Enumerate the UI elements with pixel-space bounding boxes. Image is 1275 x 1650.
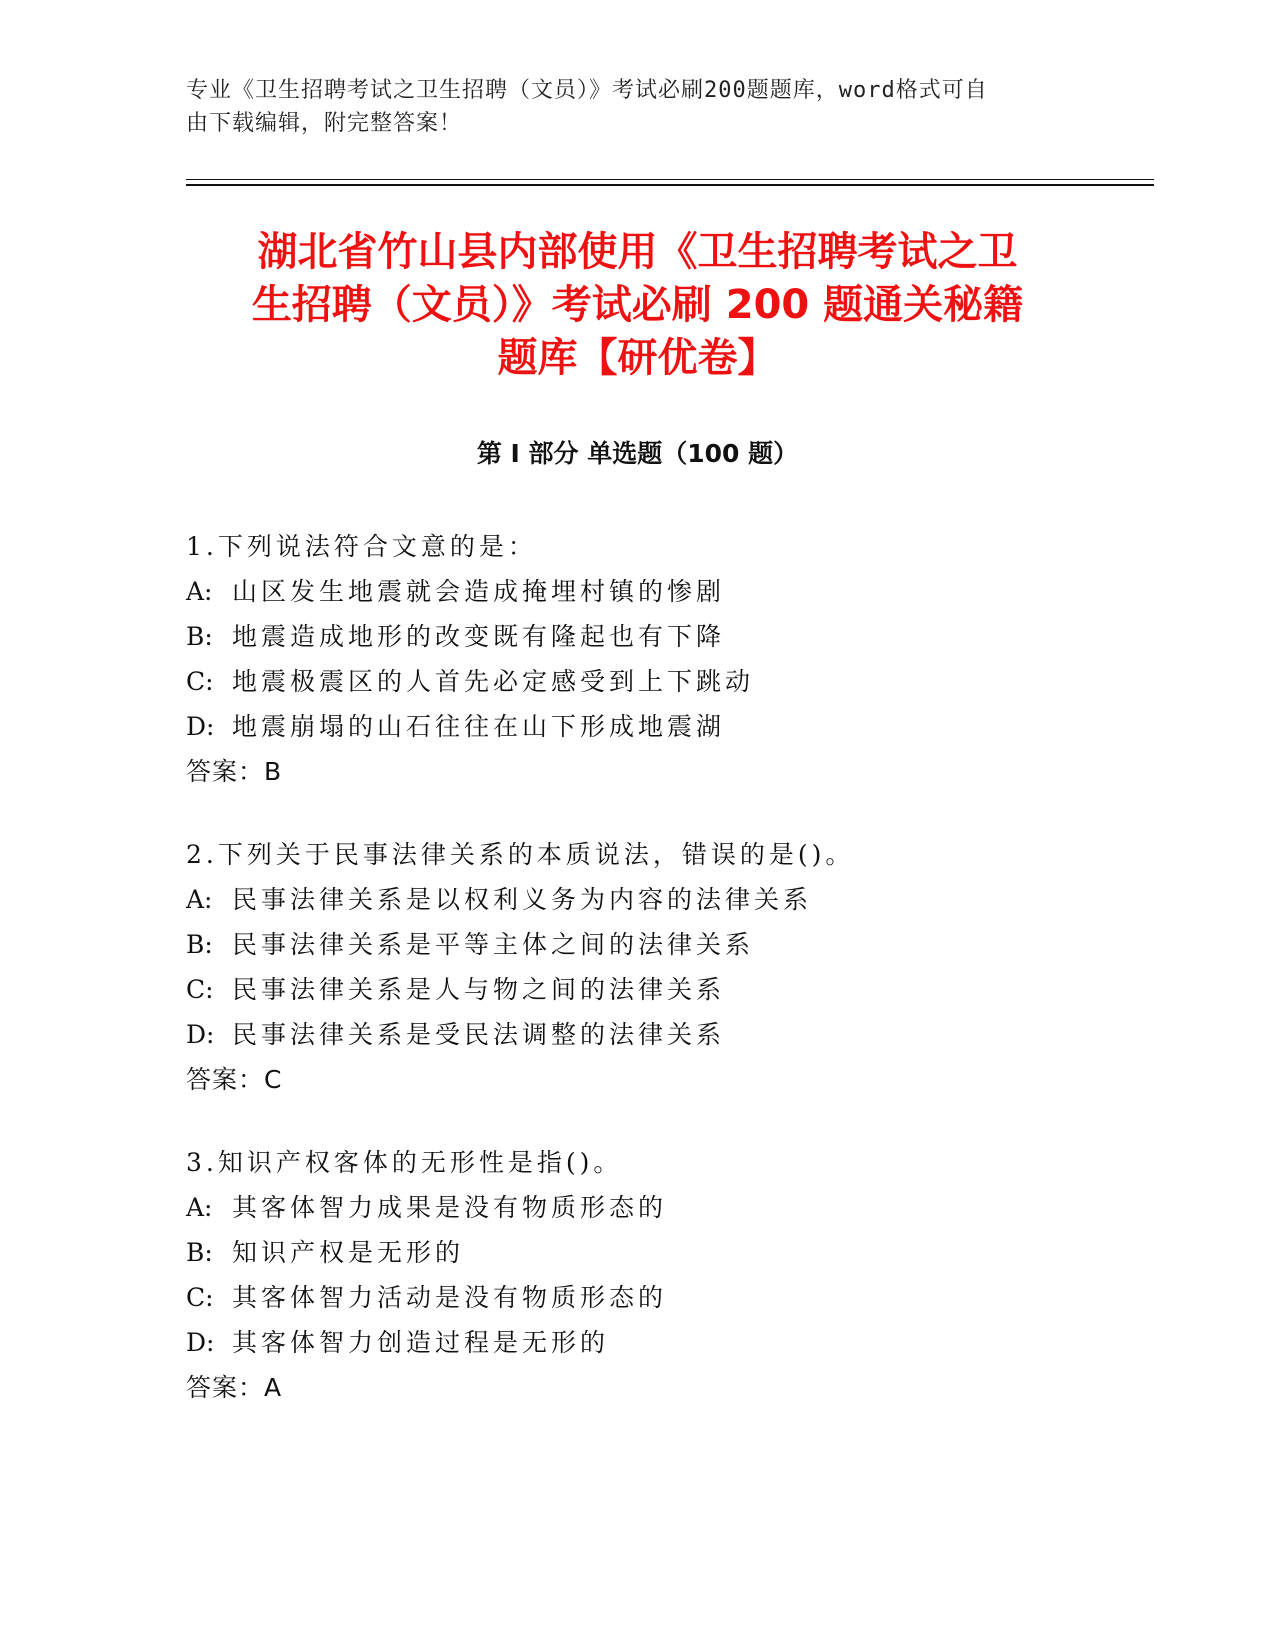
option-letter: A:: [186, 577, 213, 606]
question-1: [186, 524, 1106, 794]
question-stem: 2.下列关于民事法律关系的本质说法，错误的是()。: [186, 840, 855, 869]
option-b: [186, 922, 1106, 967]
option-text: 地震崩塌的山石往往在山下形成地震湖: [232, 712, 726, 741]
option-b: [186, 1230, 1106, 1275]
header-divider-thick: [186, 184, 1154, 186]
option-a: [186, 569, 1106, 614]
document-title: [186, 226, 1089, 385]
option-a: [186, 1185, 1106, 1230]
option-letter: D:: [186, 1328, 215, 1357]
option-d: [186, 1320, 1106, 1365]
question-2: [186, 832, 1106, 1102]
option-text: 其客体智力创造过程是无形的: [232, 1328, 610, 1357]
document-title-line-3: 题库【研优卷】: [497, 335, 778, 381]
option-letter: B:: [186, 930, 213, 959]
option-a: [186, 877, 1106, 922]
option-text: 地震极震区的人首先必定感受到上下跳动: [232, 667, 755, 696]
option-text: 民事法律关系是以权利义务为内容的法律关系: [232, 885, 813, 914]
header-note: [186, 74, 1066, 140]
option-letter: D:: [186, 1020, 215, 1049]
option-text: 其客体智力成果是没有物质形态的: [232, 1193, 668, 1222]
option-letter: A:: [186, 1193, 213, 1222]
document-title-line-1: 湖北省竹山县内部使用《卫生招聘考试之卫: [257, 229, 1018, 275]
option-text: 地震造成地形的改变既有隆起也有下降: [232, 622, 726, 651]
header-note-line-1: 专业《卫生招聘考试之卫生招聘（文员）》考试必刷200题题库，word格式可自: [186, 78, 988, 103]
option-text: 知识产权是无形的: [232, 1238, 465, 1267]
question-stem: 3.知识产权客体的无形性是指()。: [186, 1148, 623, 1177]
answer-line: 答案：A: [186, 1373, 283, 1402]
section-title: 第 I 部分 单选题（100 题）: [476, 439, 799, 468]
option-d: [186, 704, 1106, 749]
option-letter: C:: [186, 1283, 214, 1312]
header-note-line-2: 由下载编辑，附完整答案！: [186, 111, 463, 136]
option-letter: A:: [186, 885, 213, 914]
option-letter: C:: [186, 975, 214, 1004]
option-letter: C:: [186, 667, 214, 696]
question-list: [186, 524, 1106, 1448]
answer-line: 答案：C: [186, 1065, 283, 1094]
option-b: [186, 614, 1106, 659]
option-c: [186, 659, 1106, 704]
answer-line: 答案：B: [186, 757, 283, 786]
option-letter: B:: [186, 1238, 213, 1267]
option-text: 民事法律关系是平等主体之间的法律关系: [232, 930, 755, 959]
header-divider-thin: [186, 179, 1154, 180]
question-stem: 1.下列说法符合文意的是：: [186, 532, 537, 561]
option-c: [186, 967, 1106, 1012]
option-text: 民事法律关系是受民法调整的法律关系: [232, 1020, 726, 1049]
option-letter: B:: [186, 622, 213, 651]
document-title-line-2: 生招聘（文员）》考试必刷 200 题通关秘籍: [251, 282, 1024, 328]
option-text: 山区发生地震就会造成掩埋村镇的惨剧: [232, 577, 726, 606]
option-c: [186, 1275, 1106, 1320]
option-text: 民事法律关系是人与物之间的法律关系: [232, 975, 726, 1004]
option-d: [186, 1012, 1106, 1057]
option-text: 其客体智力活动是没有物质形态的: [232, 1283, 668, 1312]
question-3: [186, 1140, 1106, 1410]
option-letter: D:: [186, 712, 215, 741]
